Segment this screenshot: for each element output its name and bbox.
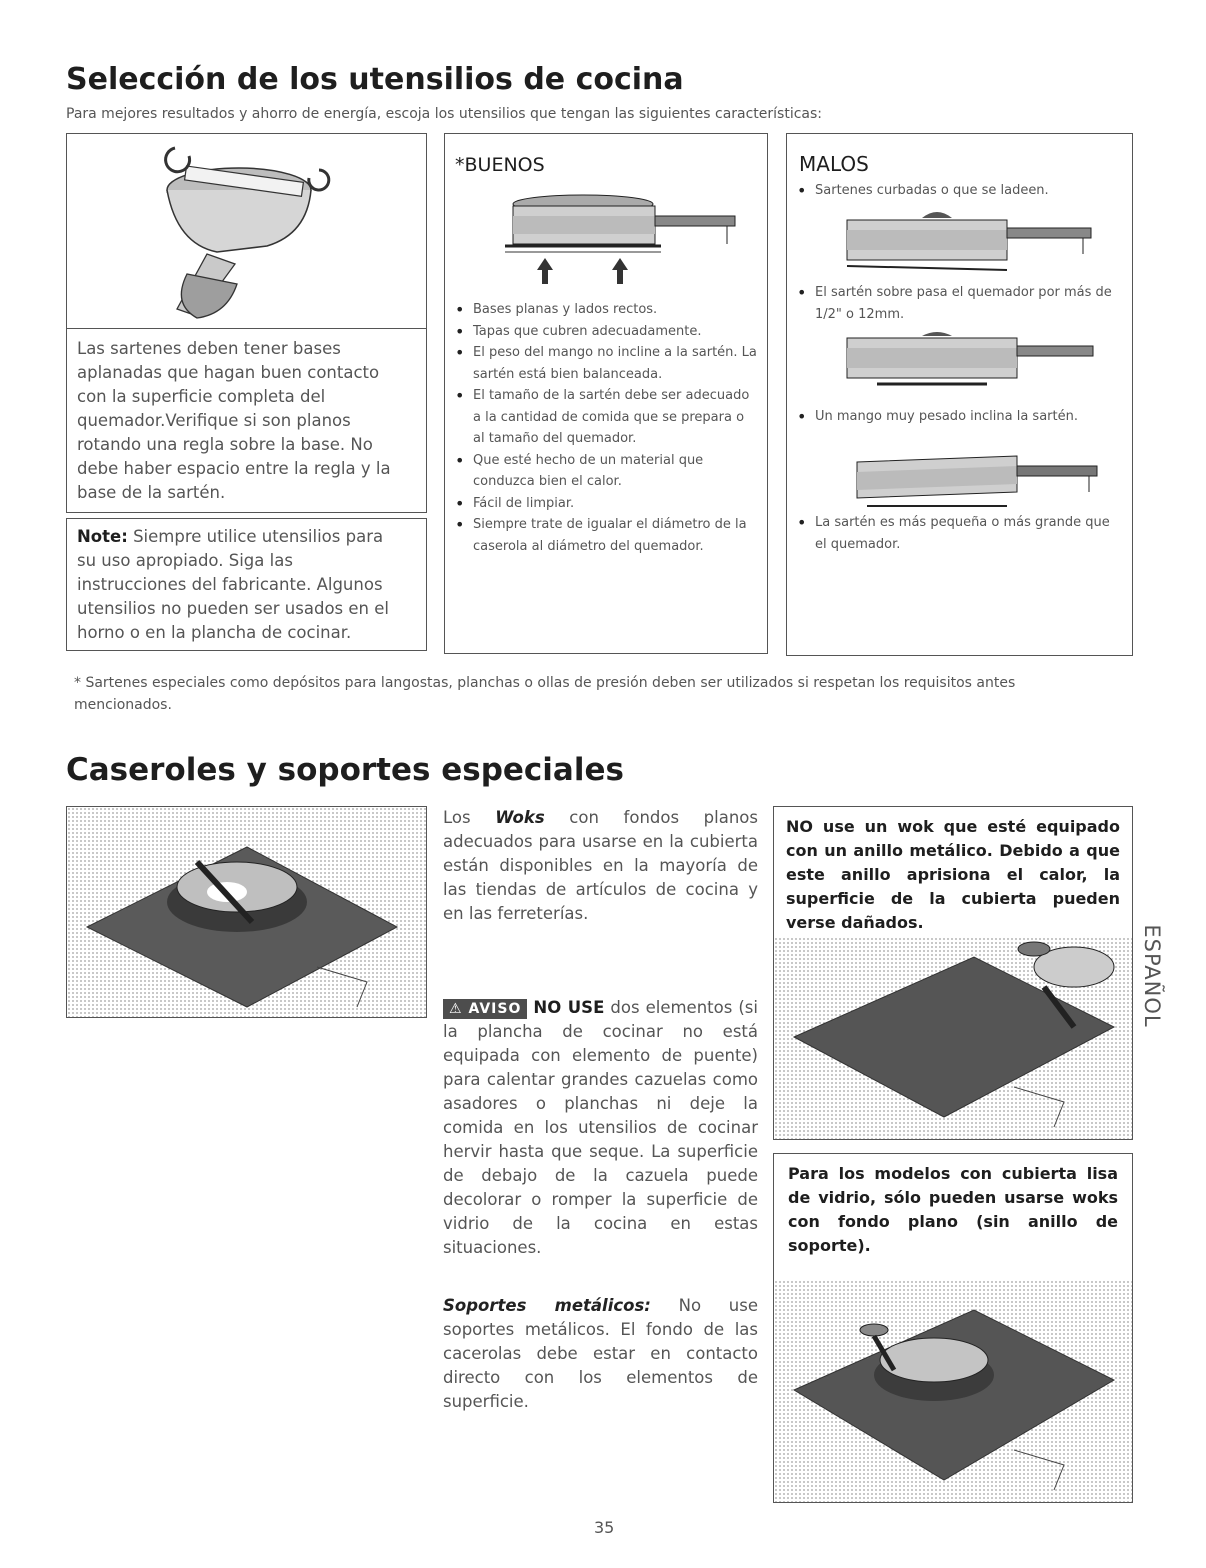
note-label: Note: bbox=[77, 527, 128, 546]
heavy-handle-pan-illustration bbox=[837, 452, 1107, 514]
section-title-caseroles: Caseroles y soportes especiales bbox=[66, 752, 624, 788]
woks-word: Woks bbox=[495, 808, 545, 827]
aviso-badge-label: AVISO bbox=[468, 1001, 522, 1017]
side-tab-espanol bbox=[1140, 920, 1164, 1030]
good-pan-illustration bbox=[475, 186, 745, 296]
malos-panel bbox=[786, 133, 1133, 656]
flat-bottom-text: Las sartenes deben tener bases aplanadas que hagan buen contacto con la superficie completa del quemador.Verifique si son planos rotando una regla sobre la base. No debe haber espacio entre la regla y la base de la sartén. bbox=[77, 339, 391, 502]
section-title-utensilios: Selección de los utensilios de cocina bbox=[66, 62, 684, 97]
flat-bottom-info-box bbox=[66, 328, 427, 513]
malos-list-1 bbox=[795, 180, 1115, 202]
flat-wok-info-box bbox=[773, 1153, 1133, 1503]
pan-ruler-illustration-box bbox=[66, 133, 427, 330]
wok-on-cooktop-illustration bbox=[67, 807, 426, 1017]
malos-list-4 bbox=[795, 512, 1115, 555]
side-tab-label: ESPAÑOL bbox=[1140, 924, 1164, 1028]
list-item: • La sartén es más pequeña o más grande que el quemador. bbox=[795, 512, 1115, 555]
list-item: • El sartén sobre pasa el quemador por más de 1/2" o 12mm. bbox=[795, 282, 1115, 325]
woks-text: con fondos planos adecuados para usarse en la cubierta están disponibles en la mayoría de las tiendas de artículos de cocina y en las ferreterías. bbox=[443, 808, 758, 923]
note-text-block bbox=[77, 525, 407, 645]
soportes-label: Soportes metálicos: bbox=[443, 1296, 651, 1315]
oversized-pan-illustration bbox=[837, 330, 1107, 390]
warning-triangle-icon: ⚠ bbox=[449, 1001, 463, 1017]
aviso-badge bbox=[443, 999, 527, 1019]
list-item: • Siempre trate de igualar el diámetro de la caserola al diámetro del quemador. bbox=[453, 514, 758, 557]
wok-ring-warning-text: NO use un wok que esté equipado con un anillo metálico. Debido a que este anillo aprisiona el calor, la superficie de la cubierta pueden verse dañados. bbox=[786, 817, 1120, 932]
pan-ruler-illustration bbox=[67, 134, 426, 330]
list-item: • Un mango muy pesado inclina la sartén. bbox=[795, 406, 1115, 428]
list-item: • Fácil de limpiar. bbox=[453, 493, 758, 515]
list-item: • Bases planas y lados rectos. bbox=[453, 299, 758, 321]
list-item: • Sartenes curbadas o que se ladeen. bbox=[795, 180, 1115, 202]
warped-pan-illustration bbox=[827, 206, 1107, 276]
list-item: • Tapas que cubren adecuadamente. bbox=[453, 321, 758, 343]
flat-wok-illustration bbox=[774, 1280, 1132, 1502]
aviso-text: dos elementos (si la plancha de cocinar no está equipada con elemento de puente) para calentar grandes cazuelas como asadores o planchas ni deje la comida en los utensilios de cocinar hervir hasta que seque. La superficie de debajo de la cazuela puede decolorar o romper la superficie de vidrio de la cocina en estas situaciones. bbox=[443, 998, 758, 1257]
page-number: 35 bbox=[594, 1518, 615, 1537]
note-box bbox=[66, 518, 427, 651]
aviso-paragraph bbox=[443, 996, 758, 1260]
soportes-text: No use soportes metálicos. El fondo de las cacerolas debe estar en contacto directo con los elementos de superficie. bbox=[443, 1296, 758, 1411]
section-intro: Para mejores resultados y ahorro de energía, escoja los utensilios que tengan las siguientes características: bbox=[66, 106, 823, 122]
list-item: • El peso del mango no incline a la sartén. La sartén está bien balanceada. bbox=[453, 342, 758, 385]
malos-list-3 bbox=[795, 406, 1115, 428]
buenos-list bbox=[453, 299, 758, 557]
wok-ring-warning-box bbox=[773, 806, 1133, 1140]
woks-prefix: Los bbox=[443, 808, 471, 827]
wok-ring-illustration bbox=[774, 937, 1132, 1139]
soportes-paragraph bbox=[443, 1294, 758, 1414]
list-item: • Que esté hecho de un material que conduzca bien el calor. bbox=[453, 450, 758, 493]
buenos-panel bbox=[444, 133, 768, 654]
note-text: Siempre utilice utensilios para su uso apropiado. Siga las instrucciones del fabricante. Algunos utensilios no pueden ser usados en el horno o en la plancha de cocinar. bbox=[77, 527, 389, 642]
wok-on-cooktop-image-box bbox=[66, 806, 427, 1018]
aviso-lead: NO USE bbox=[533, 998, 605, 1017]
list-item: • El tamaño de la sartén debe ser adecuado a la cantidad de comida que se prepara o al tamaño del quemador. bbox=[453, 385, 758, 450]
woks-paragraph bbox=[443, 806, 758, 926]
malos-title: MALOS bbox=[799, 152, 869, 176]
footnote: * Sartenes especiales como depósitos para langostas, planchas o ollas de presión deben ser utilizados si respetan los requisitos antes mencionados. bbox=[74, 675, 1016, 713]
flat-wok-info-text: Para los modelos con cubierta lisa de vidrio, sólo pueden usarse woks con fondo plano (sin anillo de soporte). bbox=[788, 1164, 1118, 1255]
buenos-title: *BUENOS bbox=[455, 154, 545, 176]
malos-list-2 bbox=[795, 282, 1115, 325]
